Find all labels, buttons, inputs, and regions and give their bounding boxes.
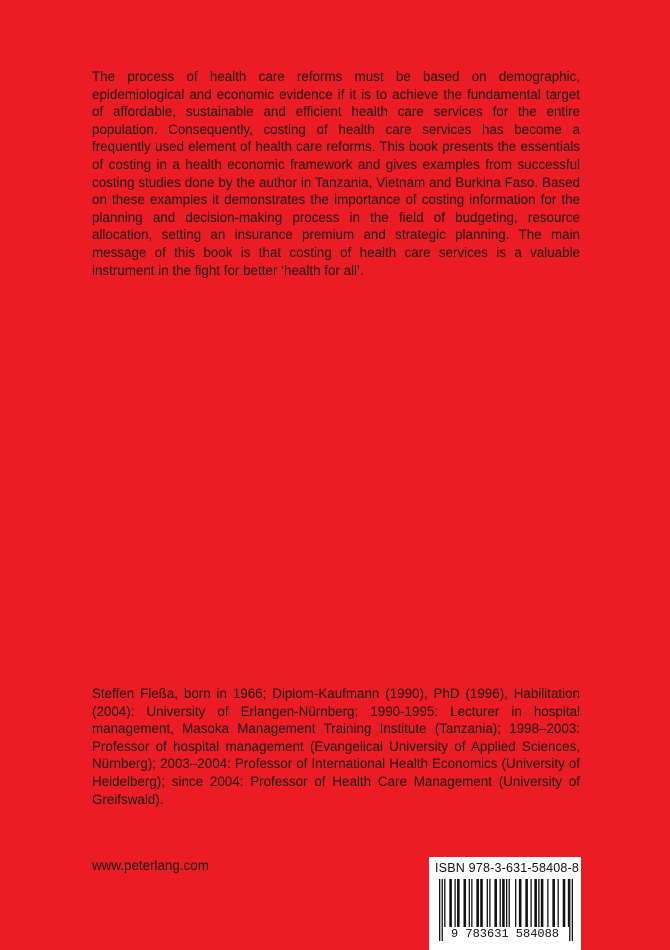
barcode-bar: [515, 879, 516, 927]
barcode-bar: [563, 879, 566, 927]
barcode-bar: [500, 879, 501, 927]
isbn-barcode: [429, 857, 581, 950]
isbn-number: ISBN 978-3-631-58408-8: [435, 861, 580, 875]
barcode-bar: [538, 879, 539, 927]
barcode-bar: [525, 879, 528, 927]
barcode-bar: [494, 879, 497, 927]
barcode-bar: [547, 879, 548, 927]
barcode-bar: [489, 879, 490, 927]
barcode-bar: [502, 879, 505, 927]
barcode-bar: [519, 879, 522, 927]
author-biography: Steffen Fleßa, born in 1966; Diplom-Kaufmann (1990), PhD (1996), Habilitation (2004): University of Erlangen-Nürnberg; 1990-1995: Lecturer in hospital management, Masoka Management Training Institute (Tanzania); 1998–2003: Professor of hospital management (Evangelical University of Applied Sciences, Nürnberg); 2003–2004: Professor of International Health Economics (University of Heidelberg); since 2004: Professor of Health Care Management (University of Greifswald).: [92, 686, 580, 807]
barcode-digits-text: 9 783631 584088: [450, 927, 560, 941]
barcode-bar: [552, 879, 555, 927]
barcode-bar: [457, 879, 460, 927]
publisher-website-link[interactable]: www.peterlang.com: [92, 858, 209, 873]
barcode-bar: [471, 879, 472, 927]
barcode-bar: [480, 879, 483, 927]
barcode-bar: [444, 879, 445, 927]
barcode-digits: [429, 927, 581, 941]
barcode-bar: [476, 879, 479, 927]
barcode-bar: [469, 879, 470, 927]
barcode-bar: [463, 879, 466, 927]
barcode-bar: [558, 879, 559, 927]
barcode-bar: [534, 879, 537, 927]
barcode-bar: [509, 879, 510, 927]
barcode-bar: [506, 879, 507, 927]
barcode-bar: [487, 879, 488, 927]
barcode-bar: [568, 879, 569, 927]
barcode-bar: [530, 879, 531, 927]
barcode-bar: [449, 879, 452, 927]
barcode-bar: [454, 879, 455, 927]
barcode-bar: [541, 879, 544, 927]
back-cover-blurb: The process of health care reforms must be based on demographic, epidemiological and economic evidence if it is to achieve the fundamental target of affordable, sustainable and efficient health care services for the entire population. Consequently, costing of health care services has become a frequently used element of health care reforms. This book presents the essentials of costing in a health economic framework and gives examples from successful costing studies done by the author in Tanzania, Vietnam and Burkina Faso. Based on these examples it demonstrates the importance of costing information for the planning and decision-making process in the field of budgeting, resource allocation, setting an insurance premium and strategic planning. The main message of this book is that costing of health care services is a valuable instrument in the fight for better ‘health for all’.: [92, 69, 580, 278]
